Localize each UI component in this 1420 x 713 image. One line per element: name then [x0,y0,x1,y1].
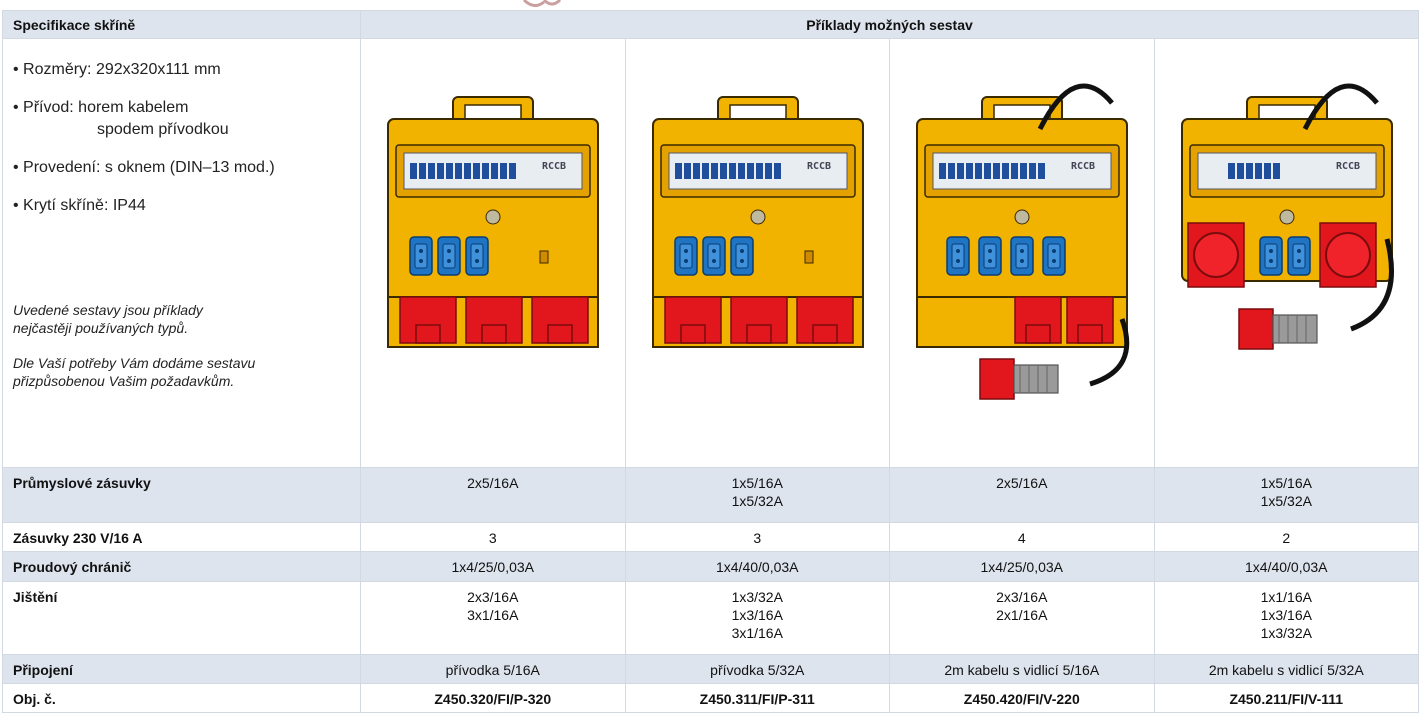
breaker-module [473,163,480,179]
row-label: Připojení [3,655,361,684]
breaker-module [975,163,982,179]
row-label: Jištění [3,582,361,655]
breaker-module [957,163,964,179]
breaker-module [482,163,489,179]
value-line: 3 [753,530,762,546]
industrial-socket [532,297,588,343]
rccb-label: RCCB [1071,161,1096,172]
socket-face [984,244,996,268]
value-cell [625,684,890,713]
value-line: 3x1/16A [467,607,519,623]
distribution-box-2-illustration [626,39,890,468]
value-cell [625,468,890,523]
breaker-module [702,163,709,179]
value-line: Z450.420/FI/V-220 [963,691,1080,707]
row-label: Průmyslové zásuvky [3,468,361,523]
socket-face [471,244,483,268]
row-connection [3,655,1419,684]
socket-face [736,244,748,268]
breaker-module [1264,163,1271,179]
value-line: 1x4/40/0,03A [1245,559,1328,575]
examples-header: Příklady možných sestav [361,11,1419,39]
spec-cell [3,39,361,468]
value-line: 2m kabelu s vidlicí 5/32A [1208,662,1364,678]
spec-protection: • Krytí skříně: IP44 [13,197,146,214]
value-cell [1154,552,1419,582]
socket-pin [1269,259,1273,263]
box-drawing [653,97,863,347]
breaker-module [464,163,471,179]
illustration-cell-2 [625,39,890,468]
row-label: Zásuvky 230 V/16 A [3,523,361,552]
socket-pin [988,249,992,253]
row-industrial-sockets [3,468,1419,523]
plug-grip [1014,365,1058,393]
breaker-module [446,163,453,179]
spec-supply: • Přívod: horem kabelem [13,99,189,116]
socket-pin [475,259,479,263]
rccb-label: RCCB [542,161,567,172]
illustration-cell-1 [361,39,626,468]
specification-table [2,10,1419,713]
breaker-module [984,163,991,179]
value-line: 1x3/32A [1260,625,1312,641]
value-cell [625,552,890,582]
industrial-socket [1067,297,1113,343]
value-cell [890,468,1155,523]
socket-pin [1269,249,1273,253]
breaker-module [993,163,1000,179]
value-line: 4 [1017,530,1026,546]
indicator-lamp [540,251,548,263]
row-protection [3,582,1419,655]
breaker-module [939,163,946,179]
socket-face [1293,244,1305,268]
breaker-module [711,163,718,179]
illustration-cell-4 [1154,39,1419,468]
breaker-module [410,163,417,179]
plug-body [1239,309,1273,349]
value-cell [361,655,626,684]
spec-supply-cont: spodem přívodkou [97,121,229,138]
breaker-module [693,163,700,179]
value-line: Z450.311/FI/P-311 [699,691,815,707]
socket-face [1326,233,1370,277]
value-line: 2x3/16A [996,589,1048,605]
value-cell [890,655,1155,684]
value-line: 2x5/16A [996,475,1048,491]
industrial-socket [466,297,522,343]
socket-face [1048,244,1060,268]
row-label: Obj. č. [3,684,361,713]
row-label: Proudový chránič [3,552,361,582]
value-line: 1x4/40/0,03A [715,559,799,575]
rccb-label: RCCB [806,161,831,172]
value-line: 1x3/16A [731,607,783,623]
value-line: 3x1/16A [731,625,783,641]
socket-pin [1020,249,1024,253]
socket-pin [712,259,716,263]
value-cell [361,552,626,582]
spec-dimensions: • Rozměry: 292x320x111 mm [13,61,221,78]
value-line: Z450.211/FI/V-111 [1229,691,1344,707]
breaker-module [684,163,691,179]
spec-design: • Provedení: s oknem (DIN–13 mod.) [13,159,275,176]
value-line: 1x5/32A [1260,493,1312,509]
breaker-module [1002,163,1009,179]
box-drawing [917,86,1127,399]
value-cell [890,552,1155,582]
value-line: 1x5/16A [1260,475,1312,491]
socket-pin [447,259,451,263]
socket-pin [1052,249,1056,253]
industrial-socket [400,297,456,343]
value-cell [890,582,1155,655]
distribution-box-1-illustration [361,39,625,468]
plug-grip [1273,315,1317,343]
breaker-module [747,163,754,179]
socket-pin [419,259,423,263]
breaker-module [1029,163,1036,179]
socket-pin [740,249,744,253]
value-cell [890,523,1155,552]
breaker-module [1273,163,1280,179]
value-line: 2x1/16A [996,607,1048,623]
socket-face [415,244,427,268]
value-line: 3 [488,530,497,546]
note-custom: Dle Vaší potřeby Vám dodáme sestavu přizpůsobenou Vašim požadavkům. [13,355,256,389]
value-line: 1x5/32A [731,493,783,509]
cover-screw [751,210,765,224]
breaker-module [419,163,426,179]
socket-face [443,244,455,268]
socket-pin [1052,259,1056,263]
industrial-socket [731,297,787,343]
value-cell [1154,655,1419,684]
distribution-box-3-illustration [890,39,1154,468]
breaker-module [774,163,781,179]
value-cell [1154,523,1419,552]
breaker-module [1228,163,1235,179]
breaker-module [765,163,772,179]
indicator-lamp [805,251,813,263]
breaker-module [1246,163,1253,179]
industrial-socket [797,297,853,343]
breaker-module [500,163,507,179]
value-cell [361,468,626,523]
row-sockets-230v [3,523,1419,552]
value-cell [1154,684,1419,713]
industrial-socket [665,297,721,343]
value-line: 1x3/16A [1260,607,1312,623]
breaker-module [675,163,682,179]
value-line: 1x5/16A [731,475,783,491]
row-rcd [3,552,1419,582]
cover-screw [1280,210,1294,224]
box-drawing [1182,86,1392,349]
value-line: přívodka 5/32A [710,662,805,678]
breaker-module [756,163,763,179]
value-line: 2x3/16A [467,589,519,605]
breaker-module [428,163,435,179]
distribution-box-4-illustration [1155,39,1419,468]
cover-screw [486,210,500,224]
socket-face [1265,244,1277,268]
breaker-module [948,163,955,179]
breaker-module [966,163,973,179]
value-cell [625,523,890,552]
value-cell [1154,582,1419,655]
value-line: 2m kabelu s vidlicí 5/16A [944,662,1100,678]
socket-pin [712,249,716,253]
plug-body [980,359,1014,399]
socket-pin [988,259,992,263]
breaker-module [1020,163,1027,179]
socket-pin [956,259,960,263]
socket-pin [419,249,423,253]
breaker-module [1011,163,1018,179]
socket-face [1016,244,1028,268]
rccb-label: RCCB [1335,161,1360,172]
socket-face [680,244,692,268]
socket-pin [1297,259,1301,263]
value-cell [625,582,890,655]
decorative-ornament [522,0,562,10]
value-line: 2x5/16A [467,475,519,491]
cover-screw [1015,210,1029,224]
value-line: 2 [1282,530,1291,546]
socket-pin [1020,259,1024,263]
industrial-socket [1015,297,1061,343]
box-drawing [388,97,598,347]
breaker-module [509,163,516,179]
value-cell [1154,468,1419,523]
breaker-module [1038,163,1045,179]
socket-face [952,244,964,268]
socket-pin [684,259,688,263]
value-line: 1x4/25/0,03A [980,559,1063,575]
socket-pin [1297,249,1301,253]
value-line: přívodka 5/16A [445,662,540,678]
value-cell [361,684,626,713]
illustration-cell-3 [890,39,1155,468]
socket-pin [475,249,479,253]
socket-pin [684,249,688,253]
value-cell [361,582,626,655]
breaker-module [1237,163,1244,179]
value-cell [890,684,1155,713]
socket-face [708,244,720,268]
breaker-module [491,163,498,179]
socket-pin [740,259,744,263]
row-order-number [3,684,1419,713]
value-line: 1x4/25/0,03A [451,559,534,575]
value-line: 1x3/32A [731,589,783,605]
breaker-module [1255,163,1262,179]
breaker-module [729,163,736,179]
breaker-module [720,163,727,179]
value-line: Z450.320/FI/P-320 [434,691,552,707]
breaker-module [437,163,444,179]
spec-header: Specifikace skříně [3,11,361,39]
breaker-module [455,163,462,179]
socket-face [1194,233,1238,277]
value-cell [625,655,890,684]
socket-pin [956,249,960,253]
breaker-module [738,163,745,179]
socket-pin [447,249,451,253]
value-cell [361,523,626,552]
value-line: 1x1/16A [1260,589,1312,605]
note-examples: Uvedené sestavy jsou příklady nejčastěji používaných typů. [13,302,203,336]
